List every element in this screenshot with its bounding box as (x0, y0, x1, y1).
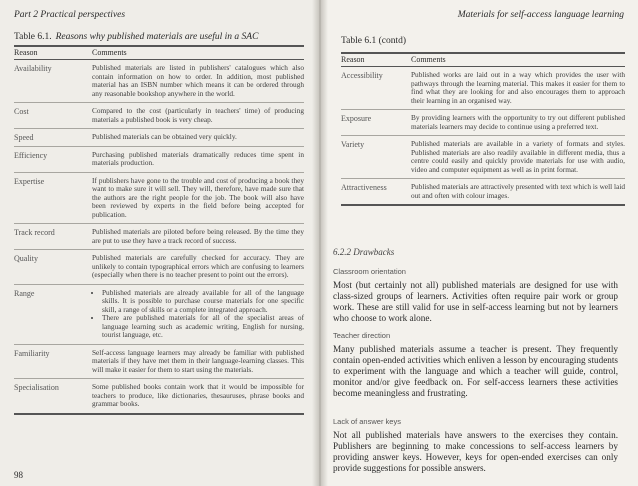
reasons-table-contd (341, 52, 625, 206)
right-page (319, 0, 638, 486)
running-head-left: Part 2 Practical perspectives (14, 10, 126, 20)
reason-cell: Accessibility (341, 71, 383, 80)
reason-cell: Availability (14, 64, 52, 73)
page-number: 98 (14, 470, 23, 480)
reason-cell: Speed (14, 133, 34, 142)
table-row (14, 284, 304, 344)
col-header-comments: Comments (411, 55, 446, 64)
bullet-item: • There are published materials for all of the specialist areas of language learning such as academic writing, English for nursing, tourist language, etc. (102, 314, 304, 340)
table-row (14, 129, 304, 147)
comment-cell: Purchasing published materials dramatically reduces time spent in materials production. (92, 149, 304, 167)
comment-cell: Published works are laid out in a way which provides the user with pathways through the learning material. This makes it easier for them to find what they are looking for and also encourages them to approach their learning in an organised way. (411, 70, 625, 105)
table-row (14, 60, 304, 103)
comment-cell: Published materials are carefully checked for accuracy. They are unlikely to contain typographical errors which are confusing to learners (especially when there is no teacher present to point out the errors). (92, 253, 304, 279)
subheading-answer-keys: Lack of answer keys (333, 417, 401, 426)
col-header-reason: Reason (14, 48, 38, 57)
comment-cell: Published materials are piloted before being released. By the time they are put to use they have a track record of success. (92, 227, 304, 245)
table-row (14, 250, 304, 285)
table-row (14, 224, 304, 250)
bullet-item: • Published materials are already available for all of the language skills. It is possible to purchase course materials for one specific skill, a range of skills or a complete integrated approach. (102, 289, 304, 315)
range-bullet-list (92, 289, 304, 340)
comment-cell: Some published books contain work that it would be impossible for teachers to produce, like dictionaries, thesauruses, phrase books and grammar books. (92, 382, 304, 408)
table-header (341, 53, 625, 67)
reason-cell: Attractiveness (341, 183, 387, 192)
comment-cell: Self-access language learners may already be familiar with published materials if they have met them in their language-learning classes. This will make it easier for them to start using the materials. (92, 347, 304, 374)
paragraph-answer-keys: Not all published materials have answers to the exercises they contain. Publishers are beginning to make concessions to self-access learners by providing answer keys. However, keys for open-ended exercises can only provide suggestions for possible answers. (333, 430, 618, 473)
table-label: Table 6.1. (14, 32, 52, 42)
table-title: Reasons why published materials are useful in a SAC (55, 32, 259, 42)
book-gutter (312, 0, 328, 486)
reason-cell: Familiarity (14, 348, 50, 358)
running-head-right: Materials for self-access language learning (457, 10, 624, 20)
table-row (341, 110, 625, 136)
comment-cell: If publishers have gone to the trouble and cost of producing a book they want to make sure it will sell. They will, therefore, have made sure that the authors are the right people for the job. The book will also have been reviewed by experts in the field before being accepted for publication. (92, 175, 304, 219)
table-caption (14, 32, 258, 42)
reason-cell: Variety (341, 140, 365, 149)
reason-cell: Specialisation (14, 383, 59, 392)
comment-cell (92, 284, 304, 344)
table-row (341, 67, 625, 110)
reason-cell: Efficiency (14, 150, 48, 160)
reason-cell: Cost (14, 107, 29, 116)
table-row (14, 379, 304, 414)
section-heading: 6.2.2 Drawbacks (333, 247, 395, 257)
reason-cell: Quality (14, 254, 38, 263)
table-row (14, 103, 304, 129)
reason-cell: Range (14, 288, 35, 298)
col-header-reason: Reason (341, 55, 365, 64)
paragraph-teacher-direction: Many published materials assume a teacher is present. They frequently contain open-ended activities which enliven a lesson by encouraging students to experiment with the language and which a teacher will guide, control, monitor and/or give feedback on. For self-access learners these activities become meaningless and frustrating. (333, 344, 618, 398)
reason-cell: Exposure (341, 114, 372, 123)
paragraph-classroom-orientation: Most (but certainly not all) published materials are designed for use with class-sized groups of learners. Activities often require pair work or group work. These are still valid for use in self-access learning but not by learners who choose to work alone. (333, 280, 618, 323)
subheading-teacher-direction: Teacher direction (333, 331, 391, 340)
table-row (341, 179, 625, 206)
table-header (14, 46, 304, 60)
reason-cell: Track record (14, 228, 55, 237)
comment-cell: Published materials are available in a variety of formats and styles. Published materials are also readily available in different media, thus a centre could easily and quickly provide materials for use with audio, video and computer equipment as well as in print format. (411, 139, 625, 174)
reason-cell: Expertise (14, 176, 45, 186)
comment-cell: Published materials can be obtained very quickly. (92, 132, 237, 141)
subheading-classroom-orientation: Classroom orientation (333, 267, 406, 276)
reasons-table (14, 45, 304, 415)
table-row (14, 344, 304, 379)
table-caption-contd: Table 6.1 (contd) (341, 36, 407, 46)
table-row (14, 172, 304, 224)
comment-cell: Published materials are listed in publishers' catalogues which also contain information on how to order. In addition, most published material has an ISBN number which means it can be ordered through any reasonable bookshop anywhere in the world. (92, 63, 304, 98)
table-row (14, 146, 304, 172)
col-header-comments: Comments (92, 48, 127, 57)
table-row (341, 136, 625, 179)
comment-cell: Compared to the cost (particularly in teachers' time) of producing materials a published book is very cheap. (92, 106, 304, 124)
comment-cell: Published materials are attractively presented with text which is well laid out and often with colour images. (411, 182, 625, 200)
comment-cell: By providing learners with the opportunity to try out different published materials learners may decide to continue using a preferred text. (411, 113, 625, 131)
